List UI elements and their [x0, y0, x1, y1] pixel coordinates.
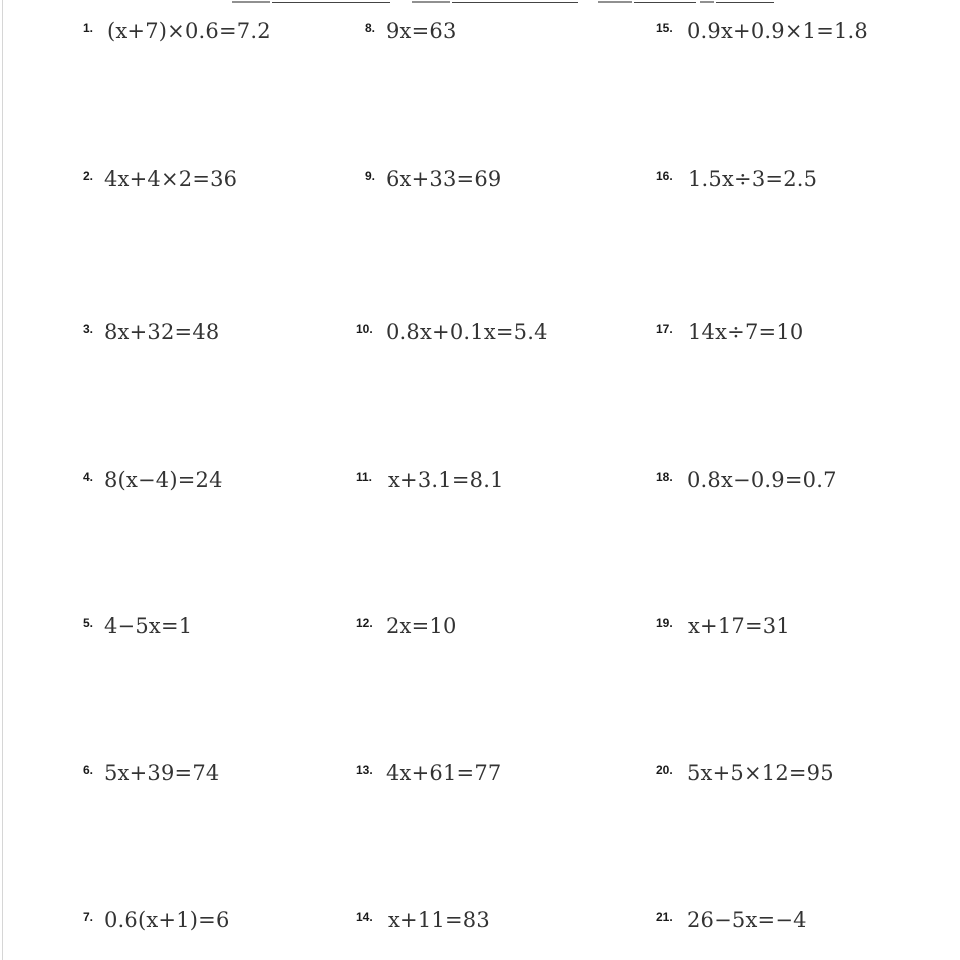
- problem-number: 10.: [356, 322, 373, 336]
- problem-number: 14.: [356, 910, 373, 924]
- problem-number: 5.: [83, 616, 94, 630]
- header-minute-label-fragment: [700, 0, 714, 3]
- problem-number: 11.: [356, 470, 373, 484]
- problem-number: 15.: [656, 21, 673, 35]
- equation-text: 2x=10: [386, 614, 457, 638]
- equation-text: (x+7)×0.6=7.2: [107, 19, 271, 43]
- equation-text: x+17=31: [688, 614, 790, 638]
- problem-number: 7.: [83, 910, 94, 924]
- problem-number: 13.: [356, 763, 373, 777]
- equation-text: 8x+32=48: [104, 320, 220, 344]
- problem-number: 18.: [656, 470, 673, 484]
- equation-text: 6x+33=69: [386, 167, 502, 191]
- problem-number: 6.: [83, 763, 94, 777]
- problem-number: 8.: [365, 21, 376, 35]
- problem-number: 19.: [656, 616, 673, 630]
- equation-text: 0.9x+0.9×1=1.8: [687, 19, 868, 43]
- page-edge-divider: [2, 0, 3, 960]
- header-time-blank: [634, 2, 696, 3]
- equation-text: 5x+5×12=95: [687, 761, 834, 785]
- equation-text: 0.8x−0.9=0.7: [687, 468, 837, 492]
- header-second-blank: [716, 2, 774, 3]
- problem-number: 16.: [656, 169, 673, 183]
- header-date-label-fragment: [412, 0, 450, 3]
- header-date-blank: [452, 2, 578, 3]
- equation-text: 0.8x+0.1x=5.4: [386, 320, 548, 344]
- problem-number: 12.: [356, 616, 373, 630]
- problem-number: 17.: [656, 322, 673, 336]
- problem-number: 3.: [83, 322, 94, 336]
- equation-text: 5x+39=74: [104, 761, 220, 785]
- equation-text: 4x+61=77: [386, 761, 502, 785]
- equation-text: 9x=63: [386, 19, 457, 43]
- equation-text: 4x+4×2=36: [104, 167, 238, 191]
- problem-number: 21.: [656, 910, 673, 924]
- equation-text: 1.5x÷3=2.5: [688, 167, 818, 191]
- problem-number: 9.: [365, 169, 376, 183]
- equation-text: 4−5x=1: [104, 614, 193, 638]
- header-time-label-fragment: [598, 0, 632, 3]
- problem-number: 4.: [83, 470, 94, 484]
- problem-number: 1.: [83, 21, 94, 35]
- header-name-label-fragment: [232, 0, 270, 3]
- cropped-header-strip: [0, 0, 960, 6]
- equation-text: 8(x−4)=24: [104, 468, 223, 492]
- problem-number: 2.: [83, 169, 94, 183]
- equation-text: 0.6(x+1)=6: [104, 908, 230, 932]
- equation-text: 14x÷7=10: [688, 320, 804, 344]
- problem-number: 20.: [656, 763, 673, 777]
- header-name-blank: [272, 2, 390, 3]
- equation-text: x+11=83: [388, 908, 490, 932]
- equation-text: x+3.1=8.1: [388, 468, 504, 492]
- equation-text: 26−5x=−4: [687, 908, 807, 932]
